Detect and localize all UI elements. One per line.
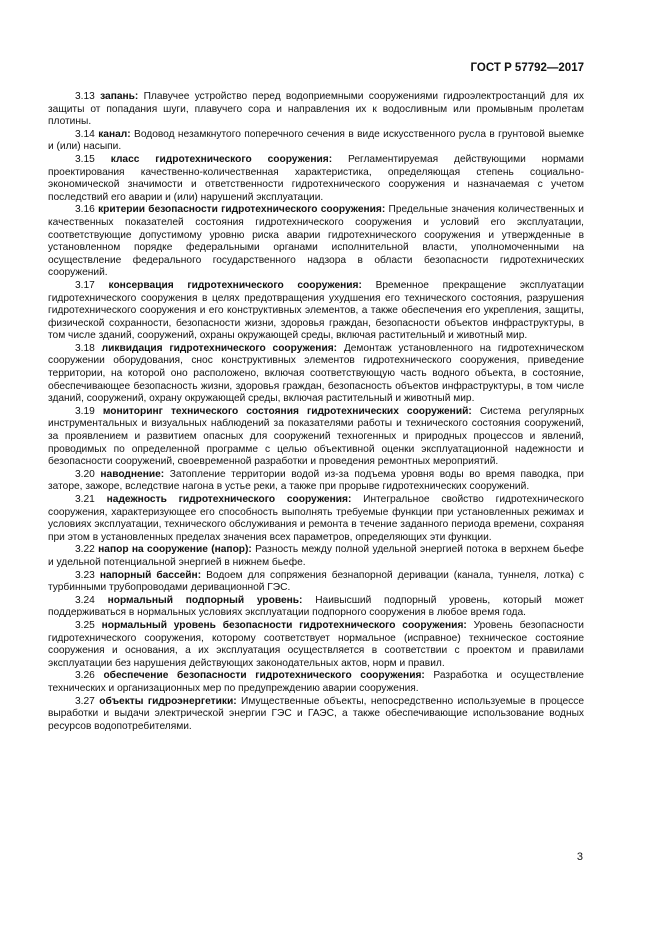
entry-term: ликвидация гидротехнического сооружения: <box>101 342 338 354</box>
entry-number: 3.18 <box>75 342 95 354</box>
entry-definition: Разработка и осуществление технических и организационных мер по предупреждению аварии сооружения. <box>48 670 584 694</box>
term-entry-3-16 <box>48 204 584 280</box>
term-entry-3-18 <box>48 343 584 406</box>
entry-number: 3.17 <box>75 279 95 291</box>
entry-term: объекты гидроэнергетики: <box>99 695 237 707</box>
entry-definition: Водовод незамкнутого поперечного сечения в виде искусственного русла в грунтовой выемке и (или) насыпи. <box>48 128 584 153</box>
entry-term: мониторинг технического состояния гидротехнических сооружений: <box>102 405 472 417</box>
entry-definition: Наивысший подпорный уровень, который может поддерживаться в нормальных условиях эксплуатации подпорного сооружения в любое время года. <box>48 594 584 619</box>
entry-term: консервация гидротехнического сооружения: <box>108 279 362 291</box>
entry-number: 3.22 <box>75 544 95 556</box>
term-entry-3-21 <box>48 494 584 544</box>
entry-definition: Водоем для сопряжения безнапорной деривации (канала, туннеля, лотка) с турбинными трубопроводами деривационной ГЭС. <box>48 569 584 594</box>
entry-definition: Плавучее устройство перед водоприемными сооружениями гидроэлектростанций для их защиты от попадания шуги, плавучего сора и направления их к водосливным или промывным пролетам плотины. <box>48 91 584 128</box>
entry-definition: Демонтаж установленного на гидротехническом сооружении оборудования, снос конструктивных элементов гидротехнического сооружения, приведение территории, на которой оно расположено, включая соответствующую часть водного объекта, в состояние, обеспечивающее безопасность жизни, здоровья граждан, безопасность объектов инфраструктуры, в том числе зданий, сооружений, охрану окружающей среды, включая растительный и животный мир. <box>48 342 584 405</box>
term-entry-3-27 <box>48 696 584 734</box>
entry-number: 3.20 <box>75 468 95 480</box>
entry-term: обеспечение безопасности гидротехнического сооружения: <box>103 670 425 682</box>
entry-definition: Имущественные объекты, непосредственно используемые в процессе выработки и выдачи электрической энергии ГЭС и ГАЭС, а также обеспечивающие использование водных ресурсов водопотребителями. <box>48 695 584 732</box>
entry-term: напорный бассейн: <box>99 569 202 581</box>
entry-term: канал: <box>98 128 131 140</box>
entry-number: 3.25 <box>75 619 95 631</box>
term-entry-3-26 <box>48 670 584 695</box>
term-entry-3-25 <box>48 620 584 670</box>
entry-term: напор на сооружение (напор): <box>98 544 252 556</box>
entry-term: нормальный подпорный уровень: <box>107 594 303 606</box>
term-entry-3-14 <box>48 129 584 154</box>
entry-term: наводнение: <box>100 468 165 480</box>
entry-term: запань: <box>100 91 139 102</box>
term-entry-3-19 <box>48 406 584 469</box>
term-entry-3-20 <box>48 469 584 494</box>
entry-number: 3.15 <box>75 153 95 165</box>
entry-term: нормальный уровень безопасности гидротехнического сооружения: <box>101 619 467 631</box>
entry-number: 3.19 <box>75 405 95 417</box>
entry-number: 3.14 <box>75 128 95 140</box>
entry-definition: Регламентируемая действующими нормами проектирования качественно-количественная характеристика, определяющая степень социально-экономической значимости и ответственности гидротехнического сооружения и назначаемая с учетом последствий его аварии и (или) нарушений эксплуатации. <box>48 153 584 203</box>
term-entry-3-23 <box>48 570 584 595</box>
entry-term: надежность гидротехнического сооружения: <box>106 494 352 505</box>
entry-definition: Разность между полной удельной энергией потока в верхнем бьефе и удельной потенциальной энергией в нижнем бьефе. <box>48 544 584 568</box>
term-entry-3-17 <box>48 280 584 343</box>
entry-number: 3.21 <box>75 494 95 505</box>
document-header: ГОСТ Р 57792—2017 <box>470 62 584 74</box>
terms-list <box>48 91 584 733</box>
term-entry-3-13 <box>48 91 584 129</box>
entry-definition: Интегральное свойство гидротехнического сооружения, характеризующее его способность выполнять требуемые функции при установленных режимах и условиях эксплуатации, технического обслуживания и ремонта в течение заданного периода времени, сохраняя при этом в установленных пределах значения всех параметров, определяющих эти функции. <box>48 494 584 543</box>
term-entry-3-15 <box>48 154 584 204</box>
entry-definition: Затопление территории водой из-за подъема уровня воды во время паводка, при заторе, зажоре, вследствие нагона в устье реки, а также при прорыве гидротехнических сооружений. <box>48 468 584 493</box>
entry-definition: Система регулярных инструментальных и визуальных наблюдений за показателями работы и технического состояния сооружений, за проявлением и развитием опасных для сооружений техногенных и природных процессов и явлений, проводимых по определенной программе с целью объективной оценки эксплуатационной надежности и безопасности сооружений, своевременной разработки и проведения ремонтных мероприятий. <box>48 405 584 468</box>
entry-definition: Временное прекращение эксплуатации гидротехнического сооружения в целях предотвращения ухудшения его технического состояния, разрушения гидротехнического сооружения и его конструктивных элементов, а также обеспечения его укрепления, защиты, физической сохранности, безопасности жизни, здоровья граждан, безопасности объектов инфраструктуры, в том числе зданий, сооружений, охраны окружающей среды, включая растительный и животный мир. <box>48 279 584 342</box>
entry-definition: Предельные значения количественных и качественных показателей состояния гидротехнического сооружения и условий его эксплуатации, соответствующие допустимому уровню риска аварии гидротехнического сооружения и утвержденные в установленном порядке федеральными органами исполнительной власти, уполномоченными на осуществление федерального государственного надзора в области безопасности гидротехнических сооружений. <box>48 204 584 279</box>
entry-number: 3.13 <box>75 91 95 102</box>
page-number: 3 <box>576 851 583 863</box>
entry-term: критерии безопасности гидротехнического сооружения: <box>98 204 386 216</box>
term-entry-3-22 <box>48 544 584 569</box>
entry-number: 3.16 <box>75 204 95 216</box>
entry-number: 3.26 <box>75 670 95 682</box>
term-entry-3-24 <box>48 595 584 620</box>
entry-number: 3.24 <box>75 594 95 606</box>
entry-number: 3.27 <box>75 695 95 707</box>
entry-number: 3.23 <box>75 569 95 581</box>
entry-definition: Уровень безопасности гидротехнического сооружения, которому соответствует нормальное (исправное) техническое состояние сооружения и основания, а их эксплуатация осуществляется в соответствии с проектом и правилами эксплуатации без нарушения действующих законодательных актов, норм и правил. <box>48 619 584 669</box>
entry-term: класс гидротехнического сооружения: <box>110 153 333 165</box>
